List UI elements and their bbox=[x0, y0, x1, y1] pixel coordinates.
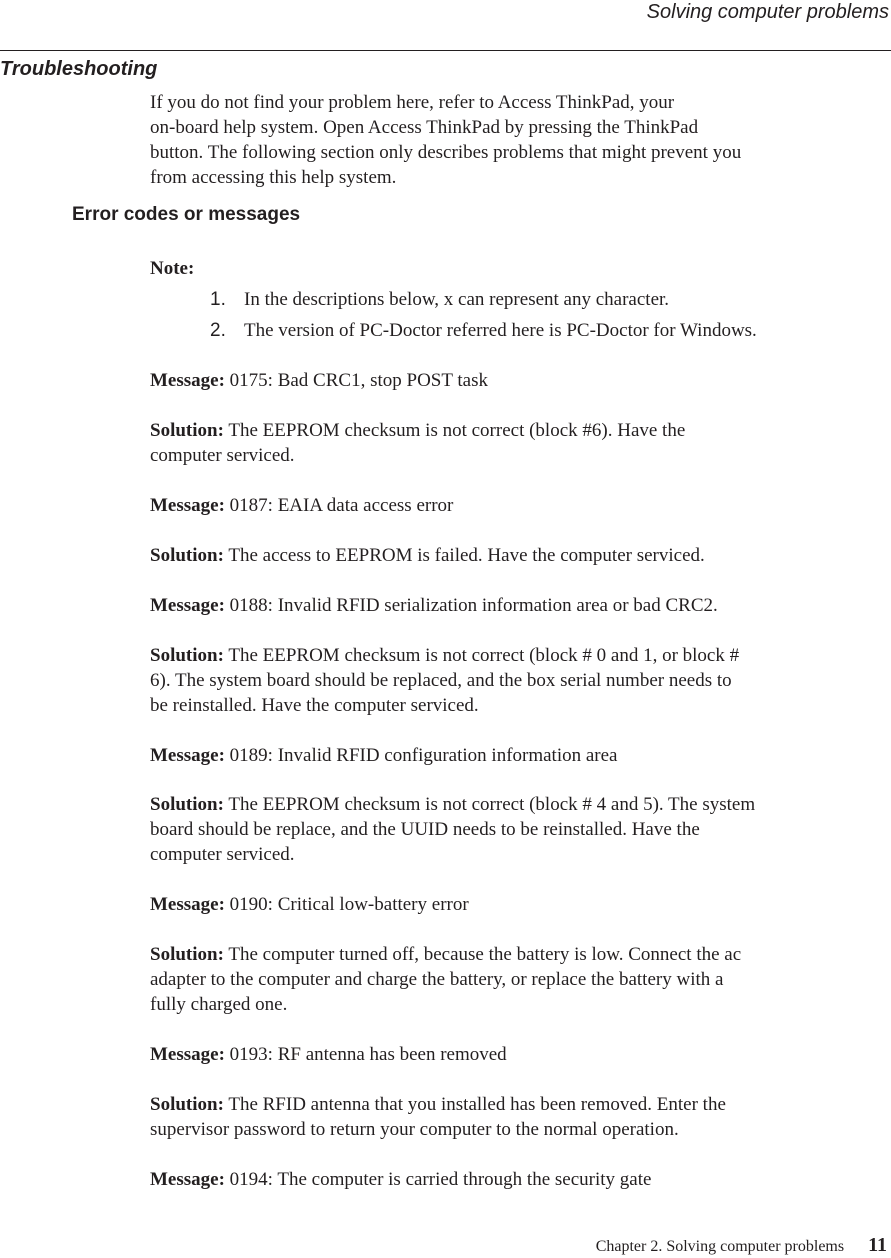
note-item-text: The version of PC-Doctor referred here is PC-Doctor for Windows. bbox=[244, 320, 757, 341]
solution-text: 6). The system board should be replaced, and the box serial number needs to bbox=[150, 670, 732, 691]
message-label: Message: bbox=[150, 1169, 225, 1190]
header-divider bbox=[0, 50, 891, 51]
solution-text: The EEPROM checksum is not correct (block #6). Have the bbox=[228, 420, 686, 441]
solution-entry bbox=[150, 942, 885, 1017]
message-entry bbox=[150, 593, 885, 618]
message-entry bbox=[150, 743, 885, 768]
solution-text: The RFID antenna that you installed has been removed. Enter the bbox=[228, 1094, 726, 1115]
solution-text: The EEPROM checksum is not correct (block # 0 and 1, or block # bbox=[228, 645, 740, 666]
solution-label: Solution: bbox=[150, 794, 224, 815]
solution-text: adapter to the computer and charge the battery, or replace the battery with a bbox=[150, 969, 724, 990]
intro-line: button. The following section only describes problems that might prevent you bbox=[150, 142, 742, 163]
message-text: 0190: Critical low-battery error bbox=[229, 894, 469, 915]
message-entry bbox=[150, 892, 885, 917]
solution-label: Solution: bbox=[150, 944, 224, 965]
intro-line: on-board help system. Open Access ThinkPad by pressing the ThinkPad bbox=[150, 117, 699, 138]
solution-label: Solution: bbox=[150, 420, 224, 441]
note-item bbox=[210, 287, 669, 312]
solution-text: board should be replace, and the UUID needs to be reinstalled. Have the bbox=[150, 819, 700, 840]
solution-label: Solution: bbox=[150, 545, 224, 566]
page-number: 11 bbox=[868, 1234, 887, 1256]
message-label: Message: bbox=[150, 745, 225, 766]
message-label: Message: bbox=[150, 495, 225, 516]
intro-line: from accessing this help system. bbox=[150, 167, 397, 188]
solution-text: The computer turned off, because the battery is low. Connect the ac bbox=[228, 944, 742, 965]
message-text: 0194: The computer is carried through the security gate bbox=[229, 1169, 652, 1190]
intro-line: If you do not find your problem here, refer to Access ThinkPad, your bbox=[150, 92, 675, 113]
solution-text: be reinstalled. Have the computer serviced. bbox=[150, 695, 479, 716]
message-label: Message: bbox=[150, 370, 225, 391]
page-footer bbox=[596, 1234, 887, 1258]
message-entry bbox=[150, 493, 885, 518]
footer-chapter-title: Chapter 2. Solving computer problems bbox=[595, 1238, 845, 1255]
solution-text: fully charged one. bbox=[150, 994, 288, 1015]
section-title: Troubleshooting bbox=[0, 58, 158, 80]
message-label: Message: bbox=[150, 894, 225, 915]
solution-entry bbox=[150, 418, 885, 468]
solution-text: The EEPROM checksum is not correct (block # 4 and 5). The system bbox=[228, 794, 756, 815]
message-text: 0189: Invalid RFID configuration information area bbox=[229, 745, 618, 766]
message-text: 0193: RF antenna has been removed bbox=[229, 1044, 507, 1065]
note-item-number: 2. bbox=[210, 320, 226, 341]
note-item-number: 1. bbox=[210, 289, 226, 310]
solution-label: Solution: bbox=[150, 1094, 224, 1115]
message-label: Message: bbox=[150, 595, 225, 616]
message-entry bbox=[150, 1167, 885, 1192]
solution-entry bbox=[150, 543, 885, 568]
message-entry bbox=[150, 1042, 885, 1067]
intro-paragraph bbox=[150, 90, 880, 190]
solution-text: computer serviced. bbox=[150, 844, 295, 865]
solution-text: The access to EEPROM is failed. Have the computer serviced. bbox=[228, 545, 705, 566]
note-item-text: In the descriptions below, x can represent any character. bbox=[244, 289, 670, 310]
running-header: Solving computer problems bbox=[646, 1, 889, 23]
note-item bbox=[210, 318, 757, 343]
message-label: Message: bbox=[150, 1044, 225, 1065]
message-entry bbox=[150, 368, 885, 393]
solution-text: computer serviced. bbox=[150, 445, 295, 466]
solution-entry bbox=[150, 1092, 885, 1142]
solution-text: supervisor password to return your computer to the normal operation. bbox=[150, 1119, 679, 1140]
message-text: 0175: Bad CRC1, stop POST task bbox=[229, 370, 488, 391]
message-text: 0188: Invalid RFID serialization information area or bad CRC2. bbox=[229, 595, 718, 616]
message-text: 0187: EAIA data access error bbox=[229, 495, 454, 516]
note-label: Note: bbox=[150, 258, 195, 279]
solution-entry bbox=[150, 792, 885, 867]
subsection-title: Error codes or messages bbox=[72, 204, 301, 225]
solution-label: Solution: bbox=[150, 645, 224, 666]
solution-entry bbox=[150, 643, 885, 718]
